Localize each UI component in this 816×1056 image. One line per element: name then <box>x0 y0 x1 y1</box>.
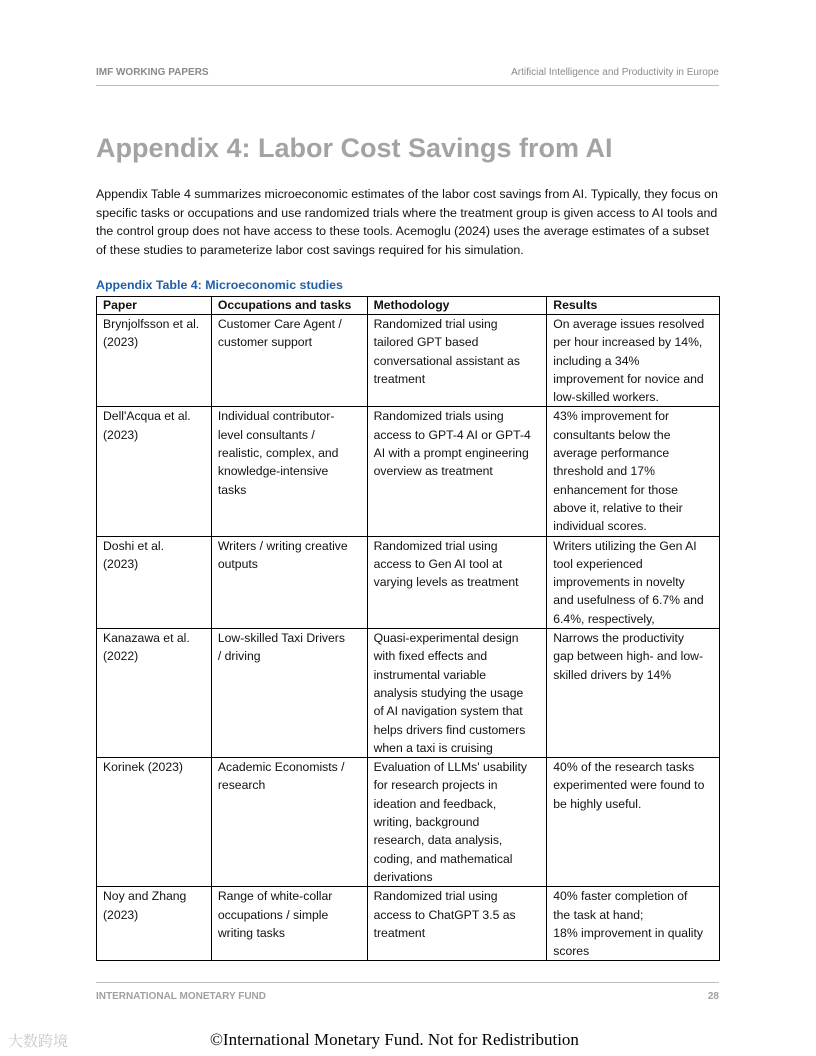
column-header: Paper <box>97 297 212 315</box>
paper-cell: Kanazawa et al. (2022) <box>97 629 212 758</box>
copyright-notice: ©International Monetary Fund. Not for Redistribution <box>210 1030 579 1049</box>
occupation-cell: Low-skilled Taxi Drivers / driving <box>211 629 367 758</box>
series-name: IMF WORKING PAPERS <box>96 67 209 78</box>
paper-cell: Noy and Zhang (2023) <box>97 887 212 961</box>
paper-title: Artificial Intelligence and Productivity in Europe <box>511 67 719 78</box>
table-row <box>97 315 720 407</box>
methodology-cell: Randomized trial using tailored GPT based conversational assistant as treatment <box>367 315 547 407</box>
table-header-row <box>97 297 720 315</box>
running-header <box>96 66 719 86</box>
page-title: Appendix 4: Labor Cost Savings from AI <box>96 133 613 163</box>
paper-cell: Doshi et al. (2023) <box>97 536 212 628</box>
table-row <box>97 536 720 628</box>
results-cell: Narrows the productivity gap between high- and low- skilled drivers by 14% <box>547 629 720 758</box>
results-cell: 40% of the research tasks experimented were found to be highly useful. <box>547 758 720 887</box>
table-row <box>97 407 720 536</box>
methodology-cell: Quasi-experimental design with fixed effects and instrumental variable analysis studying the usage of AI navigation system that helps drivers find customers when a taxi is cruising <box>367 629 547 758</box>
table-row <box>97 758 720 887</box>
occupation-cell: Writers / writing creative outputs <box>211 536 367 628</box>
column-header: Occupations and tasks <box>211 297 367 315</box>
column-header: Results <box>547 297 720 315</box>
occupation-cell: Individual contributor- level consultants / realistic, complex, and knowledge-intensive tasks <box>211 407 367 536</box>
table-caption: Appendix Table 4: Microeconomic studies <box>96 278 343 292</box>
results-cell: 43% improvement for consultants below the average performance threshold and 17% enhancement for those above it, relative to their individual scores. <box>547 407 720 536</box>
occupation-cell: Academic Economists / research <box>211 758 367 887</box>
running-footer <box>96 982 719 1002</box>
methodology-cell: Randomized trials using access to GPT-4 AI or GPT-4 AI with a prompt engineering overview as treatment <box>367 407 547 536</box>
table-row <box>97 887 720 961</box>
results-cell: On average issues resolved per hour increased by 14%, including a 34% improvement for novice and low-skilled workers. <box>547 315 720 407</box>
methodology-cell: Randomized trial using access to Gen AI tool at varying levels as treatment <box>367 536 547 628</box>
page-number: 28 <box>707 991 719 1002</box>
footer-org: INTERNATIONAL MONETARY FUND <box>96 991 266 1002</box>
paper-cell: Brynjolfsson et al. (2023) <box>97 315 212 407</box>
occupation-cell: Customer Care Agent / customer support <box>211 315 367 407</box>
occupation-cell: Range of white-collar occupations / simple writing tasks <box>211 887 367 961</box>
intro-paragraph: Appendix Table 4 summarizes microeconomic estimates of the labor cost savings from AI. Typically, they focus on specific tasks or occupations and use randomized trials where the treatment group is given access to AI tools and the control group does not have access to these tools. Acemoglu (2024) uses the average estimates of a subset of these studies to parameterize labor cost savings required for his simulation. <box>96 187 718 257</box>
column-header: Methodology <box>367 297 547 315</box>
results-cell: Writers utilizing the Gen AI tool experienced improvements in novelty and usefulness of 6.7% and 6.4%, respectively, <box>547 536 720 628</box>
paper-cell: Dell'Acqua et al. (2023) <box>97 407 212 536</box>
studies-table <box>96 296 720 961</box>
methodology-cell: Randomized trial using access to ChatGPT 3.5 as treatment <box>367 887 547 961</box>
watermark-logo: 大数跨境 <box>8 1033 69 1050</box>
results-cell: 40% faster completion of the task at hand; 18% improvement in quality scores <box>547 887 720 961</box>
table-row <box>97 629 720 758</box>
methodology-cell: Evaluation of LLMs' usability for research projects in ideation and feedback, writing, background research, data analysis, coding, and mathematical derivations <box>367 758 547 887</box>
paper-cell: Korinek (2023) <box>97 758 212 887</box>
